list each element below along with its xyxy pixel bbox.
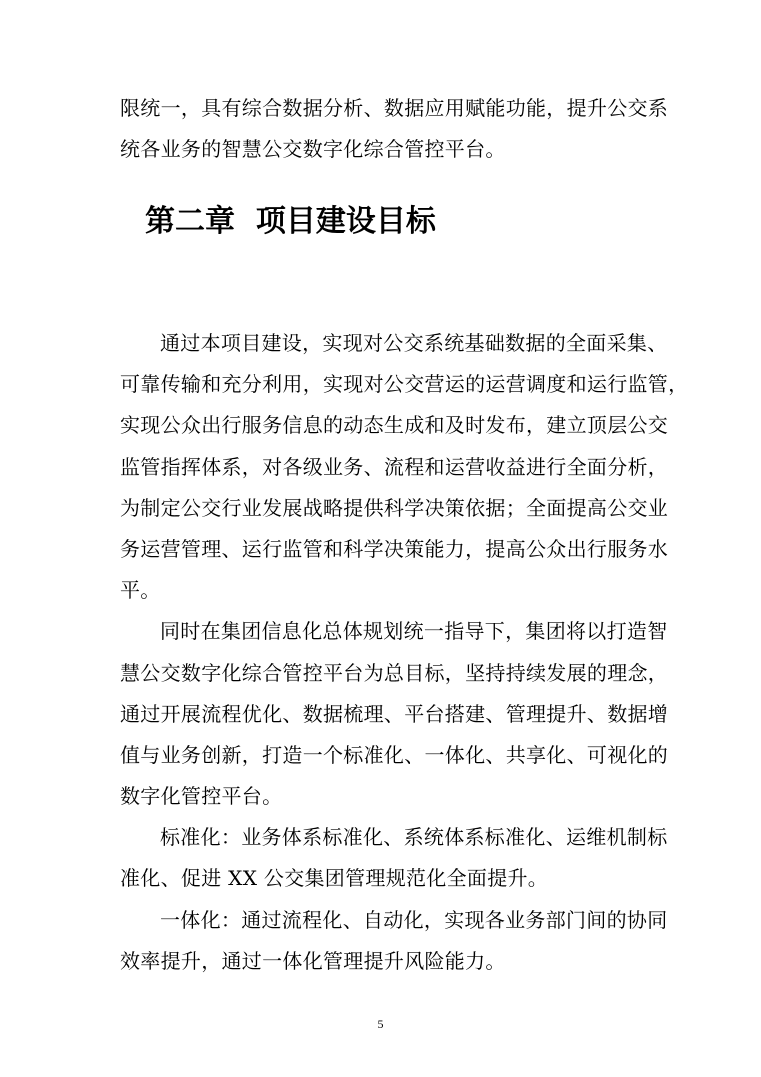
text-line: 同时在集团信息化总体规划统一指导下，集团将以打造智 <box>160 619 668 644</box>
paragraph-1 <box>120 323 689 982</box>
text-line: 平。 <box>120 578 161 603</box>
text-line: 通过本项目建设，实现对公交系统基础数据的全面采集、 <box>160 331 668 355</box>
text-line: 效率提升，通过一体化管理提升风险能力。 <box>120 948 506 973</box>
continued-paragraph <box>120 88 669 170</box>
text-line: 为制定公交行业发展战略提供科学决策依据；全面提高公交业 <box>120 495 669 520</box>
text-line: 标准化：业务体系标准化、系统体系标准化、运维机制标 <box>160 825 668 850</box>
text-line: 慧公交数字化综合管控平台为总目标，坚持持续发展的理念， <box>120 660 669 685</box>
text-line: 务运营管理、运行监管和科学决策能力，提高公众出行服务水 <box>120 536 669 561</box>
text-line: 一体化：通过流程化、自动化，实现各业务部门间的协同 <box>160 907 668 932</box>
chapter-heading: 第二章 项目建设目标 <box>145 204 436 239</box>
page-number: 5 <box>377 1017 384 1031</box>
text-line: 实现公众出行服务信息的动态生成和及时发布，建立顶层公交 <box>120 413 669 438</box>
text-line: 数字化管控平台。 <box>120 784 283 809</box>
text-line: 监管指挥体系，对各级业务、流程和运营收益进行全面分析， <box>120 454 669 479</box>
text-line: 通过开展流程优化、数据梳理、平台搭建、管理提升、数据增 <box>120 701 669 726</box>
text-line: 可靠传输和充分利用，实现对公交营运的运营调度和运行监管， <box>120 372 689 397</box>
text-line: 统各业务的智慧公交数字化综合管控平台。 <box>120 137 506 162</box>
text-line: 限统一，具有综合数据分析、数据应用赋能功能，提升公交系 <box>120 96 669 120</box>
text-line: 值与业务创新，打造一个标准化、一体化、共享化、可视化的 <box>120 742 669 767</box>
text-line: 准化、促进 XX 公交集团管理规范化全面提升。 <box>120 866 549 891</box>
